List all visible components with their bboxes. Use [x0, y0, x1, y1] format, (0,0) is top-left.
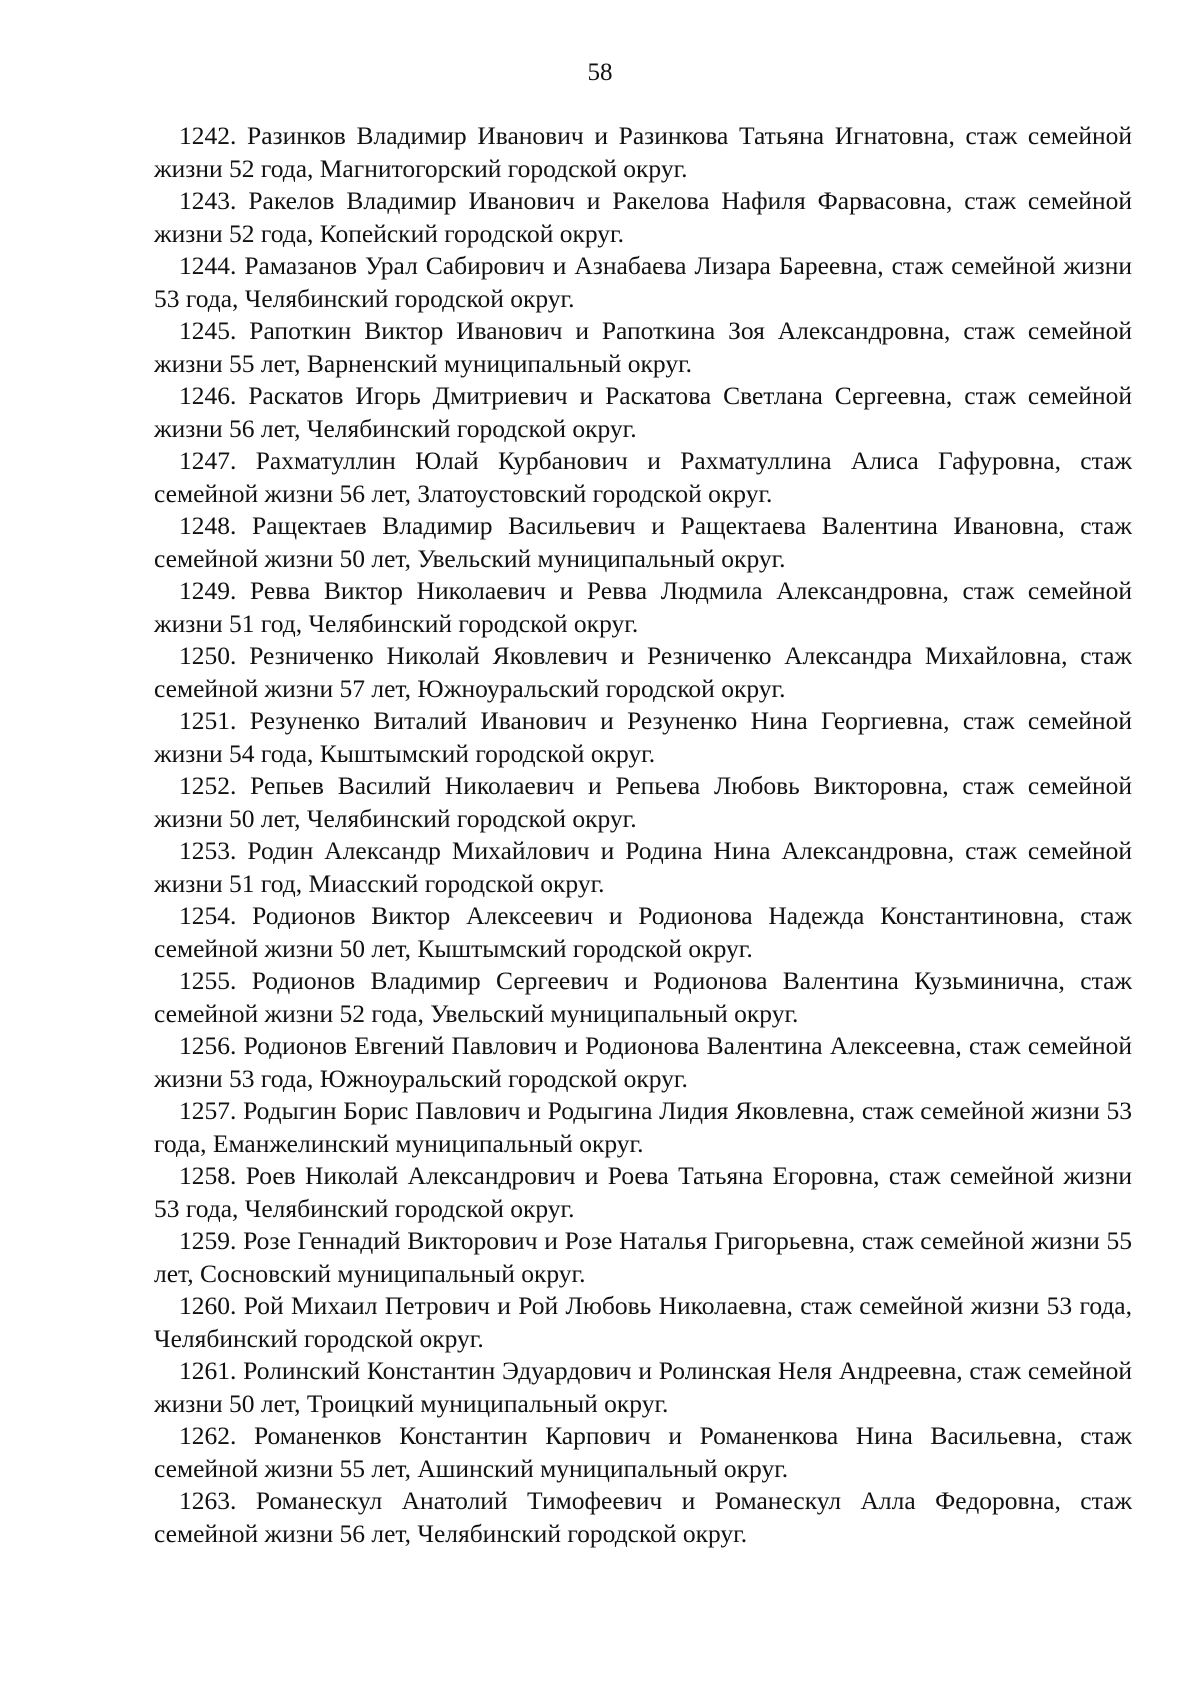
entry-text: Репьев Василий Николаевич и Репьева Любовь Викторовна, стаж семейной жизни 50 лет, Челябинский городской округ.	[154, 771, 1132, 833]
entry-number: 1247.	[179, 446, 237, 475]
list-item	[154, 1420, 1132, 1485]
list-item	[154, 1355, 1132, 1420]
entry-text: Романенков Константин Карпович и Романенкова Нина Васильевна, стаж семейной жизни 55 лет, Ашинский муниципальный округ.	[154, 1421, 1133, 1483]
entry-number: 1252.	[179, 771, 237, 800]
list-item	[154, 965, 1132, 1030]
entry-number: 1261.	[179, 1356, 237, 1385]
list-item	[154, 835, 1132, 900]
list-item	[154, 1160, 1132, 1225]
entry-number: 1254.	[179, 901, 237, 930]
list-item	[154, 1030, 1132, 1095]
entry-number: 1256.	[179, 1031, 237, 1060]
entry-text: Родионов Виктор Алексеевич и Родионова Надежда Константиновна, стаж семейной жизни 50 лет, Кыштымский городской округ.	[154, 901, 1133, 963]
entry-text: Роев Николай Александрович и Роева Татьяна Егоровна, стаж семейной жизни 53 года, Челябинский городской округ.	[154, 1161, 1132, 1223]
list-item	[154, 185, 1132, 250]
entry-number: 1263.	[179, 1486, 237, 1515]
entry-number: 1248.	[179, 511, 237, 540]
entry-number: 1246.	[179, 381, 237, 410]
entry-text: Рапоткин Виктор Иванович и Рапоткина Зоя Александровна, стаж семейной жизни 55 лет, Варненский муниципальный округ.	[154, 316, 1133, 378]
entry-number: 1255.	[179, 966, 237, 995]
entry-text: Ращектаев Владимир Васильевич и Ращектаева Валентина Ивановна, стаж семейной жизни 50 лет, Увельский муниципальный округ.	[154, 511, 1132, 573]
list-item	[154, 510, 1132, 575]
entry-text: Родыгин Борис Павлович и Родыгина Лидия Яковлевна, стаж семейной жизни 53 года, Еманжелинский муниципальный округ.	[154, 1096, 1132, 1158]
entry-number: 1259.	[179, 1226, 237, 1255]
entry-number: 1242.	[179, 121, 237, 150]
page-number: 58	[587, 59, 613, 86]
entry-number: 1262.	[179, 1421, 237, 1450]
entry-number: 1250.	[179, 641, 237, 670]
list-item	[154, 1290, 1132, 1355]
entry-text: Резуненко Виталий Иванович и Резуненко Нина Георгиевна, стаж семейной жизни 54 года, Кыштымский городской округ.	[154, 706, 1132, 768]
entry-text: Родин Александр Михайлович и Родина Нина Александровна, стаж семейной жизни 51 год, Миасский городской округ.	[154, 836, 1133, 898]
entry-number: 1253.	[179, 836, 237, 865]
entry-text: Родионов Евгений Павлович и Родионова Валентина Алексеевна, стаж семейной жизни 53 года, Южноуральский городской округ.	[154, 1031, 1132, 1093]
list-item	[154, 315, 1132, 380]
list-item	[154, 120, 1132, 185]
list-item	[154, 900, 1132, 965]
entry-number: 1244.	[179, 251, 237, 280]
list-item	[154, 575, 1132, 640]
entry-text: Розе Геннадий Викторович и Розе Наталья Григорьевна, стаж семейной жизни 55 лет, Сосновский муниципальный округ.	[154, 1226, 1132, 1288]
entry-text: Романескул Анатолий Тимофеевич и Романескул Алла Федоровна, стаж семейной жизни 56 лет, Челябинский городской округ.	[154, 1486, 1132, 1548]
list-item	[154, 250, 1132, 315]
entry-text: Ракелов Владимир Иванович и Ракелова Нафиля Фарвасовна, стаж семейной жизни 52 года, Копейский городской округ.	[154, 186, 1132, 248]
entry-text: Рахматуллин Юлай Курбанович и Рахматуллина Алиса Гафуровна, стаж семейной жизни 56 лет, Златоустовский городской округ.	[154, 446, 1133, 508]
entry-number: 1245.	[179, 316, 237, 345]
entry-text: Разинков Владимир Иванович и Разинкова Татьяна Игнатовна, стаж семейной жизни 52 года, Магнитогорский городской округ.	[154, 121, 1133, 183]
list-item	[154, 1095, 1132, 1160]
entry-number: 1257.	[179, 1096, 237, 1125]
entry-text: Ревва Виктор Николаевич и Ревва Людмила Александровна, стаж семейной жизни 51 год, Челябинский городской округ.	[154, 576, 1132, 638]
entry-number: 1251.	[179, 706, 237, 735]
entry-text: Рой Михаил Петрович и Рой Любовь Николаевна, стаж семейной жизни 53 года, Челябинский городской округ.	[154, 1291, 1133, 1353]
list-item	[154, 640, 1132, 705]
list-item	[154, 705, 1132, 770]
entry-number: 1243.	[179, 186, 237, 215]
entry-number: 1260.	[179, 1291, 237, 1320]
list-item	[154, 1225, 1132, 1290]
list-item	[154, 380, 1132, 445]
entry-text: Раскатов Игорь Дмитриевич и Раскатова Светлана Сергеевна, стаж семейной жизни 56 лет, Челябинский городской округ.	[154, 381, 1132, 443]
list-item	[154, 445, 1132, 510]
entry-list	[154, 120, 1132, 1550]
list-item	[154, 1485, 1132, 1550]
entry-text: Рамазанов Урал Сабирович и Азнабаева Лизара Бареевна, стаж семейной жизни 53 года, Челябинский городской округ.	[154, 251, 1132, 313]
entry-text: Резниченко Николай Яковлевич и Резниченко Александра Михайловна, стаж семейной жизни 57 лет, Южноуральский городской округ.	[154, 641, 1133, 703]
entry-number: 1258.	[179, 1161, 237, 1190]
entry-text: Родионов Владимир Сергеевич и Родионова Валентина Кузьминична, стаж семейной жизни 52 года, Увельский муниципальный округ.	[154, 966, 1132, 1028]
list-item	[154, 770, 1132, 835]
entry-number: 1249.	[179, 576, 237, 605]
entry-text: Ролинский Константин Эдуардович и Ролинская Неля Андреевна, стаж семейной жизни 50 лет, Троицкий муниципальный округ.	[154, 1356, 1132, 1418]
